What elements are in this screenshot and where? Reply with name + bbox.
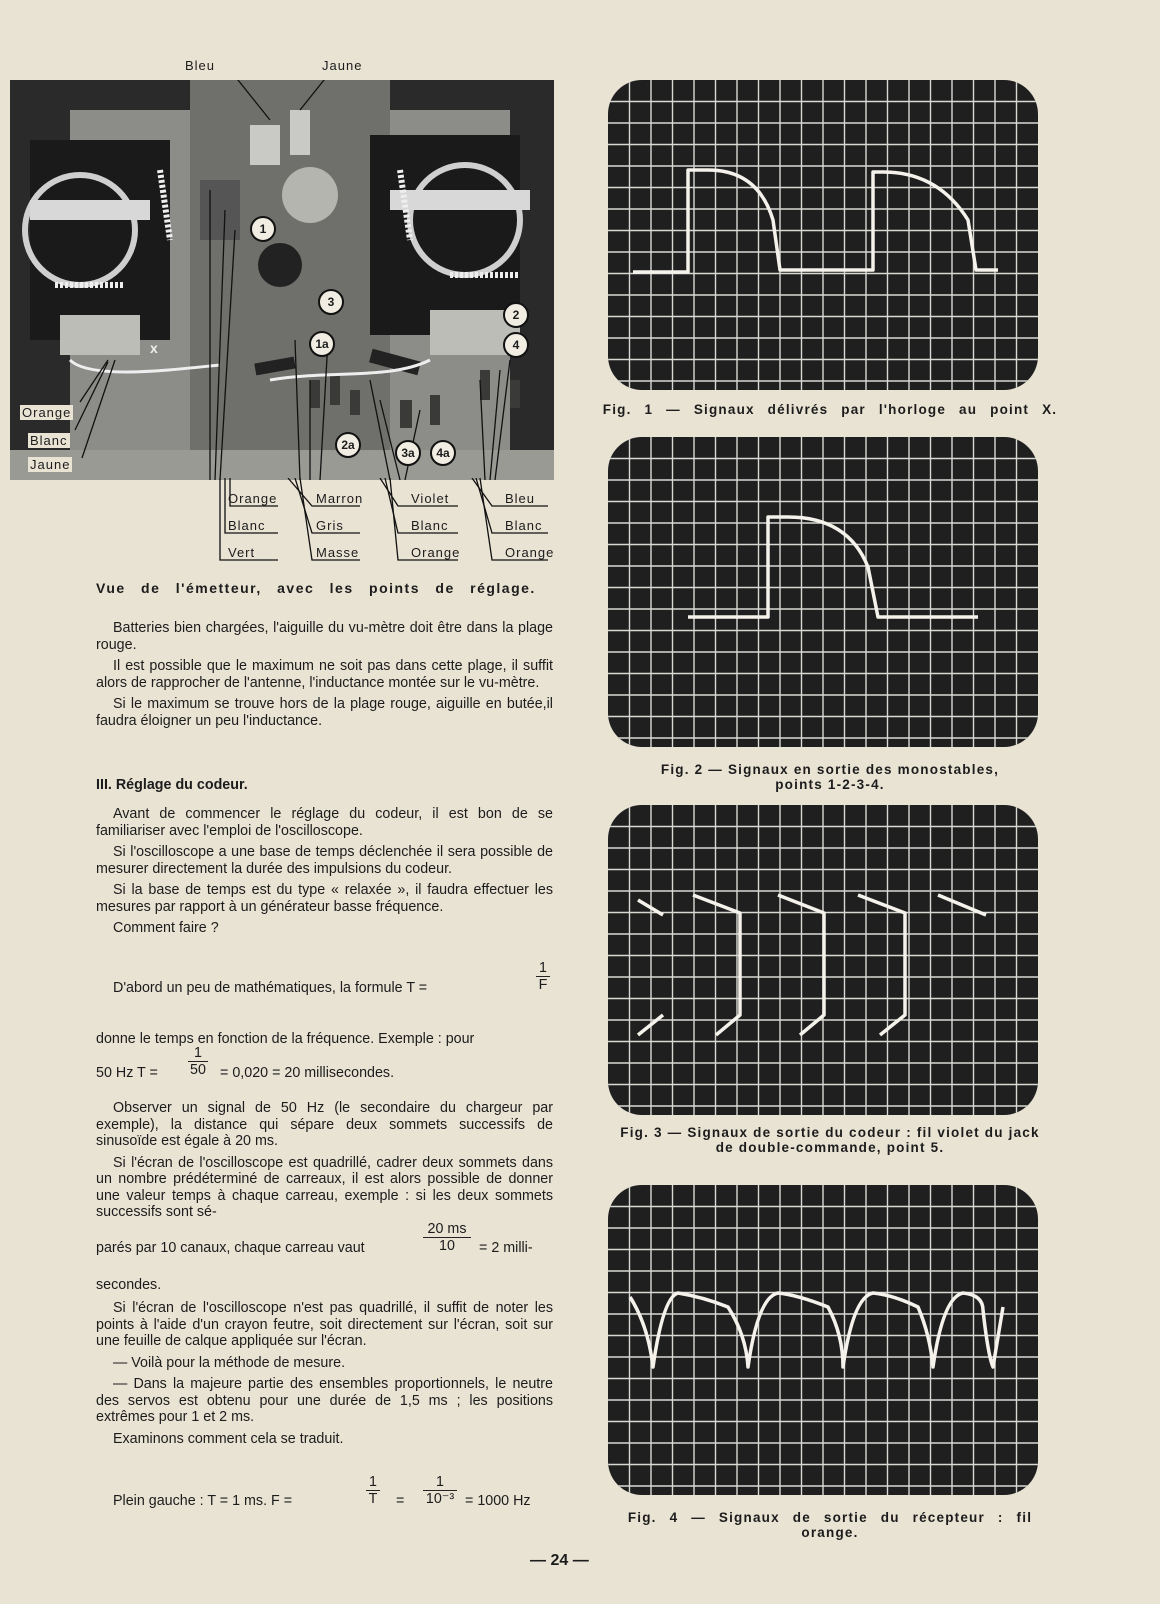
label-vert-b1: Vert xyxy=(228,545,256,560)
paragraph: Examinons comment cela se traduit. xyxy=(113,1430,344,1447)
label-marron-b2: Marron xyxy=(316,491,364,506)
scope-screen xyxy=(608,80,1038,390)
formula-text: = 0,020 = 20 millisecondes. xyxy=(220,1065,395,1081)
numerator: 1 xyxy=(539,960,547,976)
formula-line-3 xyxy=(96,1045,553,1081)
formula-text: 50 Hz T = xyxy=(96,1065,158,1081)
paragraph: Observer un signal de 50 Hz (le secondaire du chargeur par exemple), la distance qui sépare deux sommets successifs de sinusoïde est égale à 20 ms. xyxy=(96,1100,553,1149)
numerator: 1 xyxy=(194,1045,202,1061)
fraction xyxy=(423,1221,471,1254)
transmitter-photo xyxy=(10,80,554,480)
fraction xyxy=(188,1045,208,1078)
denominator: 50 xyxy=(188,1061,208,1078)
fraction xyxy=(423,1474,457,1507)
marker-1: 1 xyxy=(250,216,276,242)
marker-4: 4 xyxy=(503,332,529,358)
fraction xyxy=(366,1474,380,1507)
caption-line: points 1-2-3-4. xyxy=(775,777,885,792)
label-jaune-top: Jaune xyxy=(322,58,363,73)
paragraph: Si le maximum se trouve hors de la plage rouge, aiguille en butée,il faudra éloigner un peu l'inductance. xyxy=(96,696,553,729)
numerator: 1 xyxy=(436,1474,444,1490)
label-jaune-left: Jaune xyxy=(30,457,71,472)
scope-screen xyxy=(608,805,1038,1115)
formula-text: = 1000 Hz xyxy=(465,1493,531,1509)
paragraph: Si l'écran de l'oscilloscope est quadrillé, cadrer deux sommets dans un nombre prédéterminé de carreaux, il est alors possible de donner une valeur temps à chaque carreau, exemple : si les deux sommets successifs sont sé- xyxy=(96,1154,553,1220)
denominator: 10⁻³ xyxy=(423,1490,457,1507)
label-masse-b2: Masse xyxy=(316,545,360,560)
scope-screen xyxy=(608,1185,1038,1495)
photo-caption: Vue de l'émetteur, avec les points de réglage. xyxy=(96,580,536,596)
fig-3-caption xyxy=(600,1125,1060,1155)
label-violet-b3: Violet xyxy=(411,491,450,506)
formula-text: = xyxy=(396,1493,405,1509)
formula-line-2: donne le temps en fonction de la fréquence. Exemple : pour xyxy=(96,1031,475,1047)
formula-text: Plein gauche : T = 1 ms. F = xyxy=(113,1493,293,1509)
paragraph: Comment faire ? xyxy=(113,920,219,936)
label-bleu-b4: Bleu xyxy=(505,491,536,506)
label-orange-b4: Orange xyxy=(505,545,555,560)
marker-x: x xyxy=(150,340,158,356)
paragraph: Si la base de temps est du type « relaxée », il faudra effectuer les mesures par rapport à un générateur basse fréquence. xyxy=(96,882,553,915)
label-blanc-b1: Blanc xyxy=(228,518,266,533)
numerator: 1 xyxy=(369,1474,377,1490)
formula-line-5: secondes. xyxy=(96,1277,162,1293)
text-block-1 xyxy=(96,620,553,729)
marker-2: 2 xyxy=(503,302,529,328)
marker-3: 3 xyxy=(318,289,344,315)
fig-4-caption: Fig. 4 — Signaux de sortie du récepteur : fil orange. xyxy=(627,1510,1033,1540)
fraction xyxy=(536,960,550,993)
page-number: — 24 — xyxy=(530,1552,589,1569)
paragraph: Il est possible que le maximum ne soit pas dans cette plage, il suffit alors de rapprocher de l'antenne, l'inductance montée sur le vu-mètre. xyxy=(96,658,553,691)
caption-line: Fig. 2 — Signaux en sortie des monostables, xyxy=(660,762,1000,777)
scope-fig-3 xyxy=(608,805,1038,1115)
marker-4a: 4a xyxy=(430,440,456,466)
label-bleu-top: Bleu xyxy=(185,58,216,73)
paragraph: Si l'écran de l'oscilloscope n'est pas quadrillé, il suffit de noter les points à l'aide d'un crayon feutre, soit directement sur l'écran, soit sur une feuille de calque appliquée sur l'écran. xyxy=(96,1300,553,1349)
fig-2-caption xyxy=(600,762,1060,792)
formula-text: parés par 10 canaux, chaque carreau vaut xyxy=(96,1240,365,1256)
label-orange-b1: Orange xyxy=(228,491,278,506)
label-blanc-left: Blanc xyxy=(30,433,68,448)
text-block-3 xyxy=(96,1100,553,1221)
text-block-4 xyxy=(96,1300,553,1447)
label-orange-b3: Orange xyxy=(411,545,461,560)
denominator: 10 xyxy=(423,1237,471,1254)
scope-fig-1 xyxy=(608,80,1038,390)
label-blanc-b4: Blanc xyxy=(505,518,543,533)
formula-line-6 xyxy=(113,1474,553,1509)
fig-1-caption: Fig. 1 — Signaux délivrés par l'horloge au point X. xyxy=(602,402,1058,417)
caption-line: de double-commande, point 5. xyxy=(715,1140,945,1155)
marker-3a: 3a xyxy=(395,440,421,466)
paragraph: — Dans la majeure partie des ensembles proportionnels, le neutre des servos est obtenu pour une durée de 1,5 ms ; les positions extrêmes pour 1 et 2 ms. xyxy=(96,1376,553,1425)
label-blanc-b3: Blanc xyxy=(411,518,449,533)
denominator: F xyxy=(536,976,550,993)
marker-2a: 2a xyxy=(335,432,361,458)
formula-text: D'abord un peu de mathématiques, la formule T = xyxy=(113,980,428,996)
scope-fig-2 xyxy=(608,437,1038,747)
scope-fig-4 xyxy=(608,1185,1038,1495)
signal-trace xyxy=(688,517,978,617)
label-orange-left: Orange xyxy=(22,405,72,420)
formula-line-1 xyxy=(113,960,553,996)
paragraph: Batteries bien chargées, l'aiguille du vu-mètre doit être dans la plage rouge. xyxy=(96,620,553,653)
signal-trace xyxy=(638,895,986,1035)
paragraph: — Voilà pour la méthode de mesure. xyxy=(113,1354,346,1371)
paragraph: Si l'oscilloscope a une base de temps déclenchée il sera possible de mesurer directement la durée des impulsions du codeur. xyxy=(96,844,553,877)
caption-line: Fig. 3 — Signaux de sortie du codeur : fil violet du jack xyxy=(620,1125,1040,1140)
signal-trace xyxy=(630,1293,1003,1367)
formula-text: = 2 milli- xyxy=(479,1240,533,1256)
formula-line-4 xyxy=(96,1221,553,1256)
signal-trace xyxy=(633,170,998,272)
marker-1a: 1a xyxy=(309,331,335,357)
text-block-2 xyxy=(96,806,553,937)
denominator: T xyxy=(366,1490,380,1507)
numerator: 20 ms xyxy=(427,1221,467,1237)
scope-screen xyxy=(608,437,1038,747)
paragraph: Avant de commencer le réglage du codeur, il est bon de se familiariser avec l'emploi de l'oscilloscope. xyxy=(96,806,553,839)
section-heading: III. Réglage du codeur. xyxy=(96,777,248,793)
label-gris-b2: Gris xyxy=(316,518,344,533)
